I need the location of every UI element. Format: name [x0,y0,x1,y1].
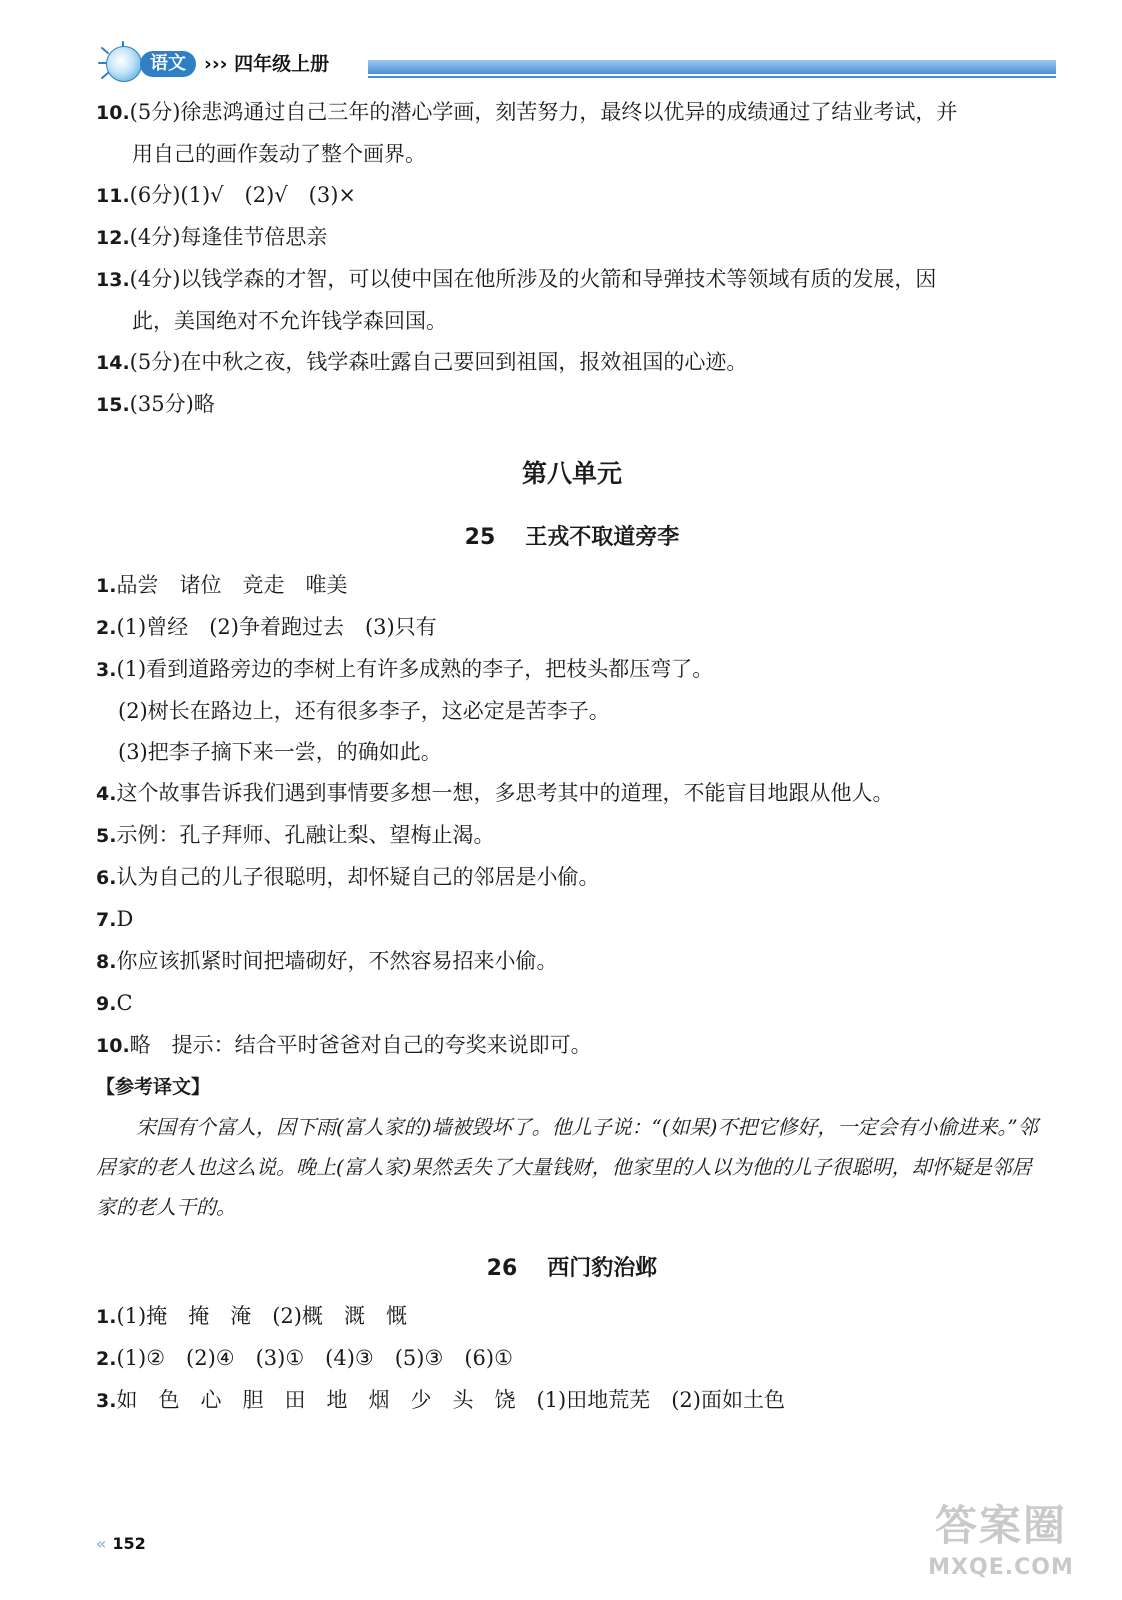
subject-badge: 语文 [140,51,196,77]
answer-content [96,92,1048,1422]
answer-item-continued: 用自己的画作轰动了整个画界。 [132,142,426,166]
unit-title: 第八单元 [521,459,622,488]
answer-item: 10.(5分)徐悲鸿通过自己三年的潜心学画，刻苦努力，最终以优异的成绩通过了结业考试，并 [96,100,958,124]
page-footer [96,1534,146,1553]
answer-item: 7.D [96,907,134,931]
answer-item: 14.(5分)在中秋之夜，钱学森吐露自己要回到祖国，报效祖国的心迹。 [96,350,748,374]
page-header [96,40,1056,86]
header-rule [368,76,1056,78]
answer-subitem: (2)树长在路边上，还有很多李子，这必定是苦李子。 [118,699,610,723]
top-answers [96,92,1048,426]
answer-item: 15.(35分)略 [96,392,215,416]
lesson-title: 25 王戎不取道旁李 [464,525,680,550]
answer-item: 11.(6分)(1)√ (2)√ (3)× [96,183,357,207]
answer-item: 1.(1)掩 掩 淹 (2)概 溉 慨 [96,1304,407,1328]
answer-item: 4.这个故事告诉我们遇到事情要多想一想，多思考其中的道理，不能盲目地跟从他人。 [96,781,894,805]
lesson-title: 26 西门豹治邺 [486,1256,658,1281]
watermark-logo [916,1498,1086,1590]
reference-translation-title: 【参考译文】 [96,1076,211,1098]
answer-item: 3.(1)看到道路旁边的李树上有许多成熟的李子，把枝头都压弯了。 [96,657,714,681]
lesson-25-answers [96,565,1048,1067]
answer-item: 10.略 提示：结合平时爸爸对自己的夸奖来说即可。 [96,1033,592,1057]
reference-translation-text: 宋国有个富人，因下雨(富人家的)墙被毁坏了。他儿子说：“(如果)不把它修好，一定会有小偷进来。”邻居家的老人也这么说。晚上(富人家)果然丢失了大量钱财，他家里的人以为他的儿子很聪明，却怀疑是邻居家的老人干的。 [96,1115,1038,1219]
answer-item: 12.(4分)每逢佳节倍思亲 [96,225,328,249]
watermark-url: MXQE.COM [928,1555,1074,1580]
page-number: 152 [112,1534,146,1553]
answer-item: 9.C [96,991,133,1015]
answer-item: 5.示例：孔子拜师、孔融让梨、望梅止渴。 [96,823,495,847]
answer-item: 1.品尝 诸位 竞走 唯美 [96,573,348,597]
lesson-26-answers [96,1296,1048,1422]
answer-item: 13.(4分)以钱学森的才智，可以使中国在他所涉及的火箭和导弹技术等领域有质的发展，因 [96,267,937,291]
answer-item: 8.你应该抓紧时间把墙砌好，不然容易招来小偷。 [96,949,558,973]
answer-item: 3.如 色 心 胆 田 地 烟 少 头 饶 (1)田地荒芜 (2)面如土色 [96,1388,785,1412]
answer-subitem: (3)把李子摘下来一尝，的确如此。 [118,740,442,764]
answer-item-continued: 此，美国绝对不允许钱学森回国。 [132,309,447,333]
grade-label: ››› 四年级上册 [204,53,330,75]
answer-item: 2.(1)曾经 (2)争着跑过去 (3)只有 [96,615,437,639]
lightbulb-circle [106,46,142,82]
answer-item: 6.认为自己的儿子很聪明，却怀疑自己的邻居是小偷。 [96,865,600,889]
header-bar [368,60,1056,74]
answer-item: 2.(1)② (2)④ (3)① (4)③ (5)③ (6)① [96,1346,513,1370]
watermark-text: 答案圈 [934,1501,1067,1550]
chevron-left-icon: « [96,1534,107,1553]
